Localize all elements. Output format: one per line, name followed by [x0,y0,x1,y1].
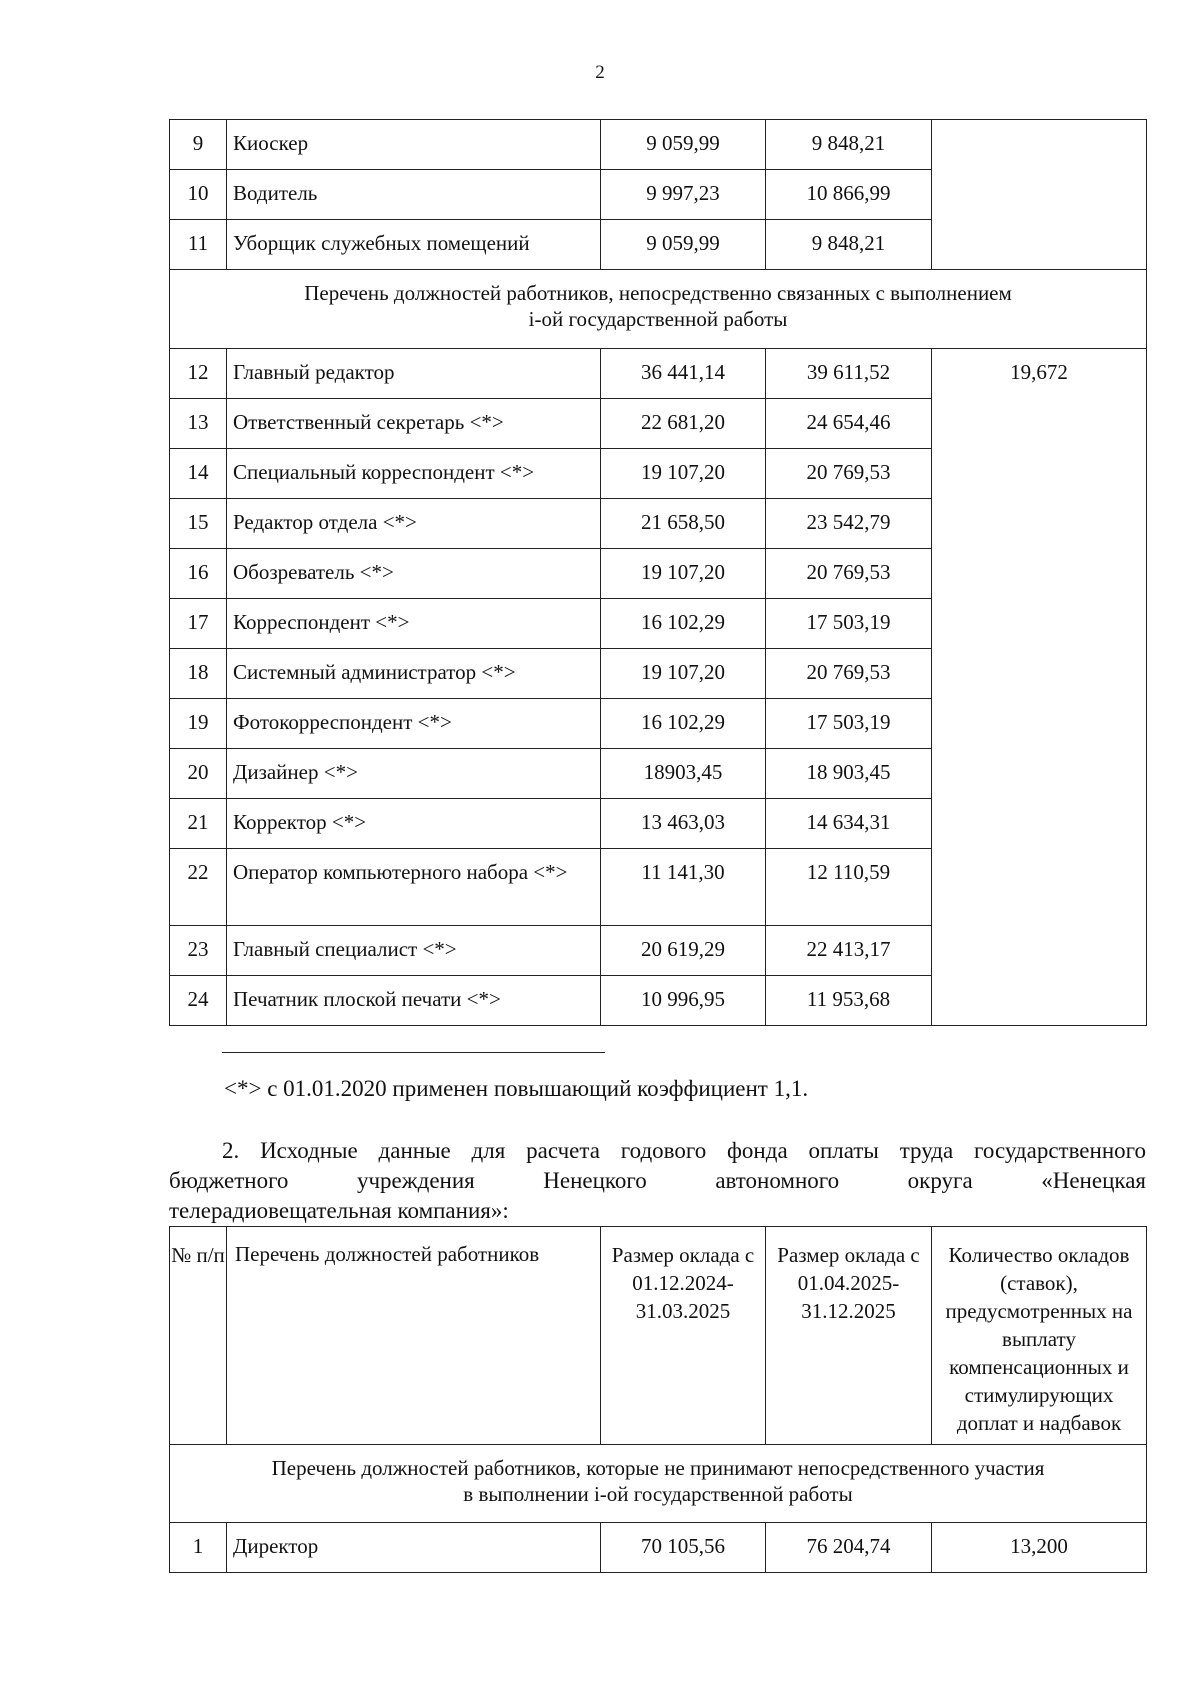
section-caption-row [170,1445,1147,1523]
row-number: 19 [170,699,227,749]
salary-period-1: 9 997,23 [601,170,766,220]
position-name: Киоскер [227,120,601,170]
section-caption-line: в выполнении i-ой государственной работы [463,1482,853,1506]
table-row [170,120,1147,170]
row-number: 9 [170,120,227,170]
row-number: 17 [170,599,227,649]
salary-period-1: 19 107,20 [601,549,766,599]
position-name: Редактор отдела <*> [227,499,601,549]
salary-period-1: 19 107,20 [601,449,766,499]
coefficient-cell-empty [932,120,1147,270]
section-caption-line: Перечень должностей работников, которые не принимают непосредственного участия [271,1456,1045,1480]
salary-period-1: 11 141,30 [601,849,766,926]
salary-period-1: 20 619,29 [601,926,766,976]
salary-period-1: 19 107,20 [601,649,766,699]
row-number: 18 [170,649,227,699]
position-name: Ответственный секретарь <*> [227,399,601,449]
salary-period-1: 18903,45 [601,749,766,799]
position-name: Корреспондент <*> [227,599,601,649]
salary-period-2: 24 654,46 [766,399,932,449]
header-num: № п/п [170,1227,227,1445]
row-number: 14 [170,449,227,499]
salary-period-1: 16 102,29 [601,599,766,649]
salary-period-1: 13 463,03 [601,799,766,849]
position-name: Водитель [227,170,601,220]
position-name: Обозреватель <*> [227,549,601,599]
row-number: 13 [170,399,227,449]
table-row [170,1523,1147,1573]
position-name: Системный администратор <*> [227,649,601,699]
paragraph-line: 2. Исходные данные для расчета годового фонда оплаты труда государственного [222,1138,1146,1163]
row-number: 24 [170,976,227,1026]
header-coefficient: Количество окладов (ставок), предусмотренных на выплату компенсационных и стимулирующих доплат и надбавок [932,1227,1147,1445]
salary-period-2: 20 769,53 [766,649,932,699]
position-name: Главный редактор [227,349,601,399]
position-name: Корректор <*> [227,799,601,849]
section-caption-row [170,270,1147,349]
row-number: 10 [170,170,227,220]
salary-period-2: 20 769,53 [766,449,932,499]
footnote: <*> с 01.01.2020 применен повышающий коэффициент 1,1. [224,1076,809,1101]
row-number: 21 [170,799,227,849]
salary-period-2: 12 110,59 [766,849,932,926]
salary-table-initial-data [169,1226,1147,1573]
position-name: Оператор компьютерного набора <*> [227,849,601,926]
coefficient-value: 13,200 [932,1523,1147,1573]
paragraph-line: телерадиовещательная компания»: [169,1198,509,1223]
salary-period-1: 9 059,99 [601,120,766,170]
row-number: 23 [170,926,227,976]
position-name: Дизайнер <*> [227,749,601,799]
position-name: Уборщик служебных помещений [227,220,601,270]
salary-period-1: 10 996,95 [601,976,766,1026]
section-caption-line: i-ой государственной работы [528,307,788,331]
salary-period-1: 21 658,50 [601,499,766,549]
salary-period-1: 70 105,56 [601,1523,766,1573]
salary-table-continued [169,119,1147,1026]
salary-period-2: 17 503,19 [766,599,932,649]
salary-period-2: 17 503,19 [766,699,932,749]
section-caption [170,270,1147,349]
salary-period-1: 9 059,99 [601,220,766,270]
section-paragraph [169,1136,1146,1226]
position-name: Специальный корреспондент <*> [227,449,601,499]
row-number: 12 [170,349,227,399]
position-name: Главный специалист <*> [227,926,601,976]
section-caption [170,1445,1147,1523]
section-caption-line: Перечень должностей работников, непосредственно связанных с выполнением [304,281,1012,305]
header-salary-period-1: Размер оклада с 01.12.2024-31.03.2025 [601,1227,766,1445]
salary-period-2: 39 611,52 [766,349,932,399]
row-number: 15 [170,499,227,549]
footnote-divider [222,1052,605,1053]
header-position-list: Перечень должностей работников [227,1227,601,1445]
salary-period-1: 36 441,14 [601,349,766,399]
row-number: 1 [170,1523,227,1573]
salary-period-2: 9 848,21 [766,220,932,270]
table-row [170,349,1147,399]
salary-period-2: 11 953,68 [766,976,932,1026]
salary-period-2: 14 634,31 [766,799,932,849]
position-name: Фотокорреспондент <*> [227,699,601,749]
coefficient-value: 19,672 [932,349,1147,1026]
salary-period-2: 9 848,21 [766,120,932,170]
salary-period-2: 18 903,45 [766,749,932,799]
salary-period-2: 22 413,17 [766,926,932,976]
table-header-row [170,1227,1147,1445]
row-number: 11 [170,220,227,270]
row-number: 20 [170,749,227,799]
salary-period-1: 22 681,20 [601,399,766,449]
salary-period-2: 76 204,74 [766,1523,932,1573]
salary-period-2: 23 542,79 [766,499,932,549]
salary-period-2: 20 769,53 [766,549,932,599]
position-name: Печатник плоской печати <*> [227,976,601,1026]
position-name: Директор [227,1523,601,1573]
paragraph-line: бюджетного учреждения Ненецкого автономного округа «Ненецкая [169,1168,1146,1193]
salary-period-2: 10 866,99 [766,170,932,220]
row-number: 22 [170,849,227,926]
page-number: 2 [595,62,605,83]
salary-period-1: 16 102,29 [601,699,766,749]
header-salary-period-2: Размер оклада с 01.04.2025-31.12.2025 [766,1227,932,1445]
row-number: 16 [170,549,227,599]
